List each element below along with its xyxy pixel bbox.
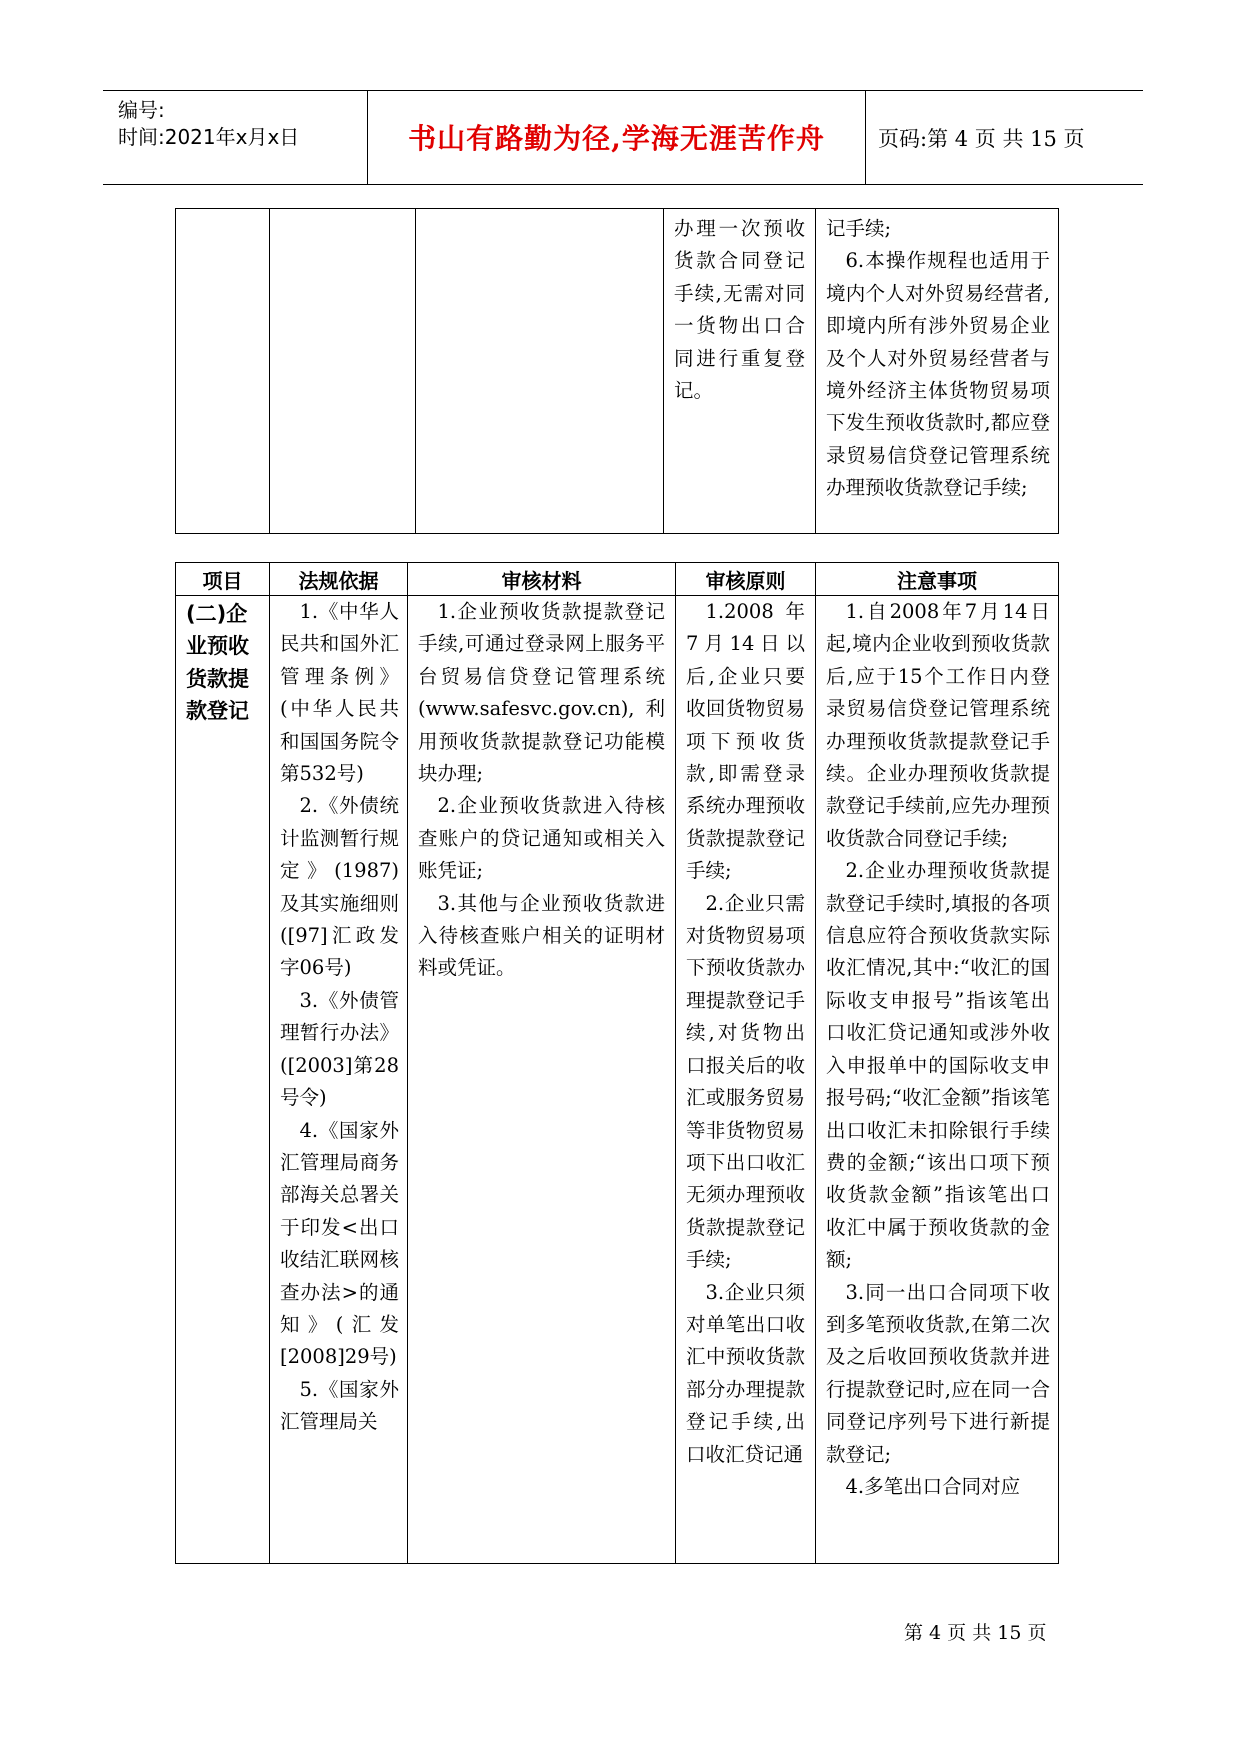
notes-item: 1.自2008年7月14日起,境内企业收到预收货款后,应于15个工作日内登录贸易信贷登记管理系统办理预收货款提款登记手续。企业办理预收货款提款登记手续前,应先办理预收货款合同登记手续;: [826, 600, 1050, 850]
basis-cell: [270, 596, 408, 1564]
basis-item: 4.《国家外汇管理局商务部海关总署关于印发<出口收结汇联网核查办法>的通知》(汇发[2008]29号): [280, 1118, 399, 1369]
header-page-cell: [866, 91, 1143, 184]
basis-item: 5.《国家外汇管理局关: [280, 1377, 399, 1434]
materials-item: 3.其他与企业预收货款进入待核查账户相关的证明材料或凭证。: [418, 891, 665, 980]
cont-basis-cell: [270, 209, 416, 534]
main-table: [175, 562, 1059, 1564]
time-label: 时间:2021年x月x日: [118, 125, 300, 149]
page-header: [103, 90, 1143, 185]
header-materials: 审核材料: [408, 563, 676, 596]
project-cell: [176, 596, 270, 1564]
basis-item: 3.《外债管理暂行办法》([2003]第28号令): [280, 988, 399, 1110]
project-title: (二)企业预收货款提款登记: [186, 602, 249, 724]
page-number-label: 页码:第 4 页 共 15 页: [878, 127, 1085, 151]
cont-notes-cell: [816, 209, 1059, 534]
notes-item: 4.多笔出口合同对应: [845, 1474, 1021, 1498]
cont-principle-text: 办理一次预收货款合同登记手续,无需对同一货物出口合同进行重复登记。: [674, 217, 805, 403]
materials-cell: [408, 596, 676, 1564]
principles-cell: [676, 596, 816, 1564]
table-header-row: [176, 563, 1059, 596]
page-footer: 第 4 页 共 15 页: [904, 1622, 1047, 1644]
header-principles: 审核原则: [676, 563, 816, 596]
serial-label: 编号:: [118, 98, 165, 122]
principles-item: 2.企业只需对货物贸易项下预收货款办理提款登记手续,对货物出口报关后的收汇或服务贸易等非货物贸易项下出口收汇无须办理预收货款提款登记手续;: [686, 891, 805, 1272]
cont-principle-cell: [664, 209, 816, 534]
cont-materials-cell: [416, 209, 664, 534]
header-meta-cell: [103, 91, 368, 184]
notes-cell: [816, 596, 1059, 1564]
basis-item: 2.《外债统计监测暂行规定》(1987)及其实施细则([97]汇政发字06号): [280, 794, 399, 980]
header-basis: 法规依据: [270, 563, 408, 596]
motto: 书山有路勤为径,学海无涯苦作舟: [408, 122, 825, 155]
header-project: 项目: [176, 563, 270, 596]
notes-item: 3.同一出口合同项下收到多笔预收货款,在第二次及之后收回预收货款并进行提款登记时,应在同一合同登记序列号下进行新提款登记;: [826, 1280, 1050, 1466]
continuation-table: [175, 208, 1059, 534]
cont-project-cell: [176, 209, 270, 534]
cont-note-item: 6.本操作规程也适用于境内个人对外贸易经营者,即境内所有涉外贸易企业及个人对外贸易经营者与境外经济主体货物贸易项下发生预收货款时,都应登录贸易信贷登记管理系统办理预收货款登记手续;: [826, 249, 1050, 500]
principles-item: 3.企业只须对单笔出口收汇中预收货款部分办理提款登记手续,出口收汇贷记通: [686, 1280, 805, 1466]
table-row: [176, 596, 1059, 1564]
header-motto-cell: [368, 91, 866, 184]
materials-item: 2.企业预收货款进入待核查账户的贷记通知或相关入账凭证;: [418, 794, 665, 883]
materials-item: 1.企业预收货款提款登记手续,可通过登录网上服务平台贸易信贷登记管理系统(www.safesvc.gov.cn),利用预收货款提款登记功能模块办理;: [418, 600, 665, 786]
principles-item: 1.2008年7月14日以后,企业只要收回货物贸易项下预收货款,即需登录系统办理预收货款提款登记手续;: [686, 600, 805, 883]
cont-note-item: 记手续;: [826, 217, 892, 240]
header-notes: 注意事项: [816, 563, 1059, 596]
notes-item: 2.企业办理预收货款提款登记手续时,填报的各项信息应符合预收货款实际收汇情况,其中:“收汇的国际收支申报号”指该笔出口收汇贷记通知或涉外收入申报单中的国际收支申报号码;“收汇金额”指该笔出口收汇未扣除银行手续费的金额;“该出口项下预收货款金额”指该笔出口收汇中属于预收货款的金额;: [826, 859, 1050, 1272]
basis-item: 1.《中华人民共和国外汇管理条例》(中华人民共和国国务院令 第532号): [280, 600, 399, 786]
